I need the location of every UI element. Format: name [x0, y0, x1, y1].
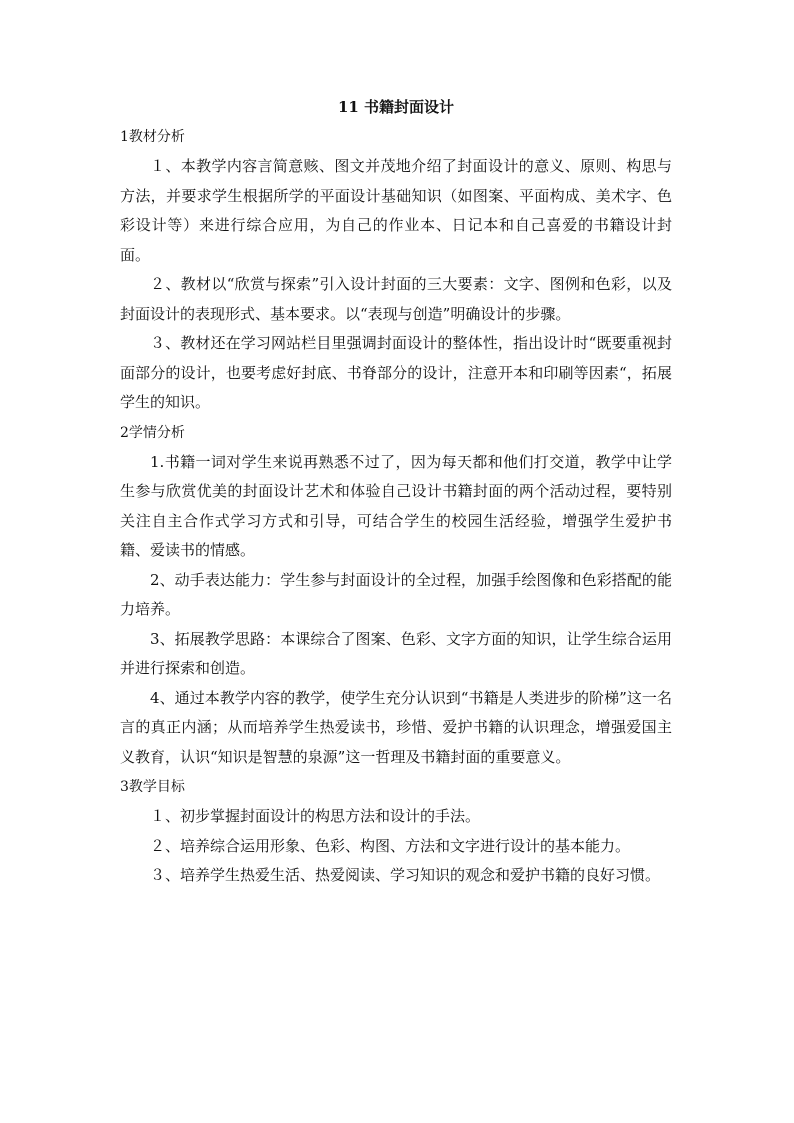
paragraph: ２、教材以“欣赏与探索”引入设计封面的三大要素：文字、图例和色彩，以及封面设计的表现形式、基本要求。以“表现与创造”明确设计的步骤。 — [120, 275, 672, 323]
section-student-analysis — [120, 422, 672, 773]
section-heading: 3教学目标 — [120, 779, 185, 795]
document-page — [120, 96, 672, 891]
document-title: 11 书籍封面设计 — [337, 98, 455, 116]
paragraph: 1.书籍一词对学生来说再熟悉不过了，因为每天都和他们打交道，教学中让学生参与欣赏优美的封面设计艺术和体验自己设计书籍封面的两个活动过程，要特别关注自主合作式学习方式和引导，可结合学生的校园生活经验，增强学生爱护书籍、爱读书的情感。 — [120, 452, 672, 559]
paragraph: 4、通过本教学内容的教学，使学生充分认识到“书籍是人类进步的阶梯”这一名言的真正内涵；从而培养学生热爱读书，珍惜、爱护书籍的认识理念，增强爱国主义教育，认识“知识是智慧的泉源”这一哲理及书籍封面的重要意义。 — [120, 688, 672, 766]
paragraph: ２、培养综合运用形象、色彩、构图、方法和文字进行设计的基本能力。 — [150, 836, 631, 855]
section-teaching-goals — [120, 776, 672, 891]
section-textbook-analysis — [120, 126, 672, 418]
section-heading: 2学情分析 — [120, 424, 185, 441]
paragraph: 2、动手表达能力：学生参与封面设计的全过程，加强手绘图像和色彩搭配的能力培养。 — [120, 570, 672, 618]
paragraph: ３、教材还在学习网站栏目里强调封面设计的整体性，指出设计时“既要重视封面部分的设计，也要考虑好封底、书脊部分的设计，注意开本和印刷等因素“，拓展学生的知识。 — [120, 334, 672, 411]
section-heading: 1教材分析 — [120, 129, 185, 145]
paragraph: １、本教学内容言简意赅、图文并茂地介绍了封面设计的意义、原则、构思与方法，并要求学生根据所学的平面设计基础知识（如图案、平面构成、美术字、色彩设计等）来进行综合应用，为自己的作业本、日记本和自己喜爱的书籍设计封面。 — [120, 157, 672, 264]
paragraph: ３、培养学生热爱生活、热爱阅读、学习知识的观念和爱护书籍的良好习惯。 — [150, 866, 661, 884]
paragraph: １、初步掌握封面设计的构思方法和设计的手法。 — [150, 807, 481, 825]
paragraph: 3、拓展教学思路：本课综合了图案、色彩、文字方面的知识，让学生综合运用并进行探索和创造。 — [120, 629, 672, 677]
